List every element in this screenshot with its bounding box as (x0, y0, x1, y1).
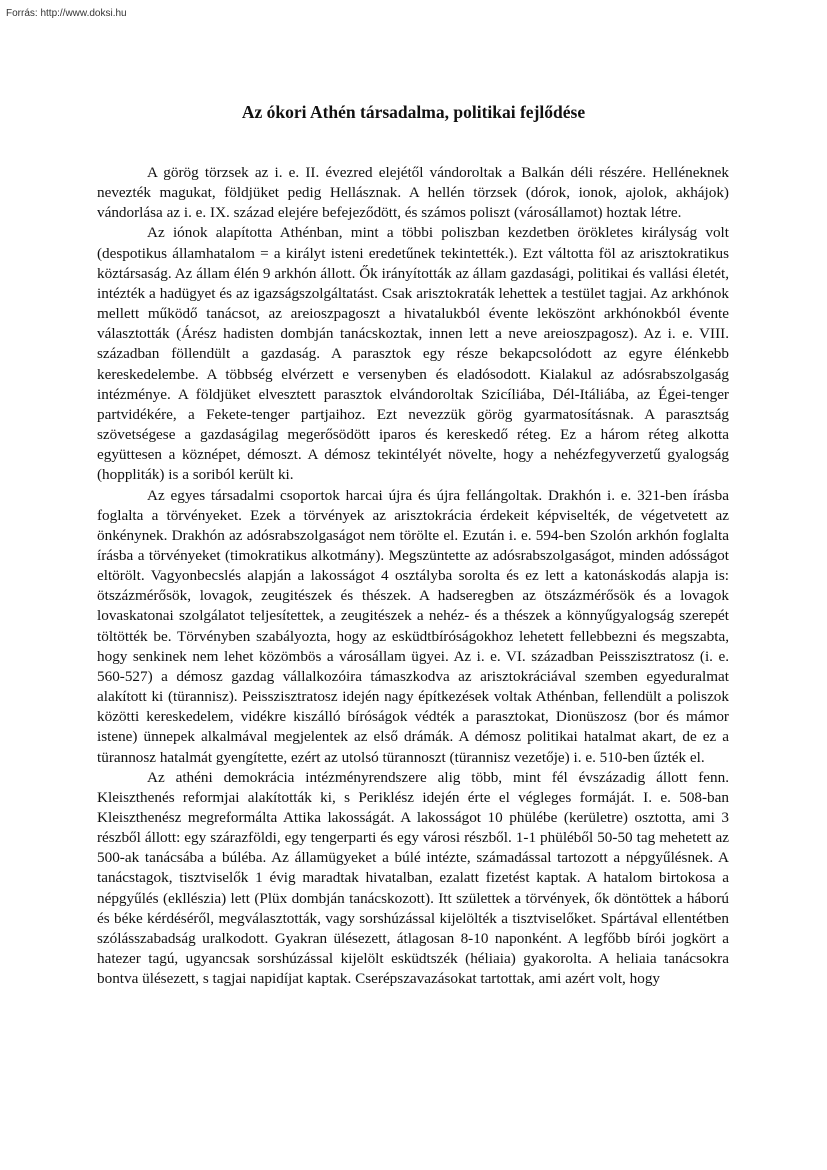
source-label: Forrás: http://www.doksi.hu (6, 8, 127, 19)
page-title: Az ókori Athén társadalma, politikai fejlődése (241, 102, 586, 122)
paragraph-intro: A görög törzsek az i. e. II. évezred elejétől vándoroltak a Balkán déli részére. Helléneknek nevezték magukat, földjüket pedig Hellásznak. A hellén törzsek (dórok, ionok, ajolok, akhájok) vándorlása az i. e. IX. század elejére befejeződött, és számos poliszt (városállamot) hoztak létre. (97, 164, 729, 222)
paragraph-democracy: Az athéni demokrácia intézményrendszere alig több, mint fél évszázadig állott fenn. Kleiszthenés reformjai alakították ki, s Periklész idején érte el végleges formáját. I. e. 508-ban Kleiszthenész megreformálta Attika lakosságát. A lakosságot 10 phülébe (kerületre) osztotta, ami 3 részből állott: egy szárazföldi, egy tengerparti és egy városi részből. 1-1 phüléből 50-50 tag mehetett az 500-ak tanácsába a búléba. Az államügyeket a búlé intézte, számadással tartozott a népgyűlésnek. A tanácstagok, tisztviselők 1 évig maradtak hivatalban, ezalatt fizetést kaptak. A hatalom birtokosa a népgyűlés (ekllészia) lett (Plüx dombján tanácskozott). Itt születtek a törvények, ők döntöttek a háború és béke kérdéséről, megválasztották, vagy sorshúzással kijelölték a tisztviselőket. Spártával ellentétben szólásszabadság uralkodott. Gyakran ülésezett, átlagosan 8-10 naponként. A legfőbb bírói jogkört a hatezer tagú, ugyancsak sorshúzással kijelölt esküdtszék (héliaia) gyakorolta. A heliaia tanácsokra bontva ülésezett, s tagjai napidíjat kaptak. Cserépszavazásokat tartottak, ami azért volt, hogy (97, 768, 729, 988)
paragraph-aristocracy: Az iónok alapította Athénban, mint a többi poliszban kezdetben örökletes királyság volt (despotikus államhatalom = a királyt isteni eredetűnek tekintették.). Ezt váltotta föl az arisztokratikus köztársaság. Az állam élén 9 arkhón állott. Ők irányították az állam gazdasági, politikai és vallási életét, intézték a hadügyet és az igazságszolgáltatást. Csak arisztokraták lehettek a testület tagjai. Az arkhónok mellett működő tanácsot, az areioszpagoszt a hivatalukból évente leköszönt arkhónokból évente választották (Árész hadisten dombján tanácskoztak, innen lett a neve areioszpagosz). Az i. e. VIII. században föllendült a gazdaság. A parasztok egy része bekapcsolódott az egyre élénkebb kereskedelembe. A többség elvérzett e versenyben és eladósodott. Kialakul az adósrabszolgaság intézménye. A földjüket elvesztett parasztok elvándoroltak Szicíliába, Dél-Itáliába, az Égei-tenger partvidékére, a Fekete-tenger partjaihoz. Ezt nevezzük görög gyarmatosításnak. A parasztság szövetségese a gazdaságilag megerősödött iparos és kereskedő réteg. Ez a három réteg alkotta együttesen a köznépet, démoszt. A démosz tekintélyét növelte, hogy a nehézfegyverzetű gyalogság (hoppliták) is a soriból került ki. (97, 224, 729, 484)
document-body (97, 163, 729, 989)
paragraph-reforms: Az egyes társadalmi csoportok harcai újra és újra fellángoltak. Drakhón i. e. 321-ben írásba foglalta a törvényeket. Ezek a törvények az arisztokrácia érdekeit képviselték, de végetvetett az önkénynek. Drakhón az adósrabszolgaságot nem törölte el. Ezután i. e. 594-ben Szolón arkhón foglalta írásba a törvényeket (timokratikus alkotmány). Megszüntette az adósrabszolgaságot, minden adósságot eltörölt. Vagyonbecslés alapján a lakosságot 4 osztályba sorolta és ez lett a katonáskodás alapja is: ötszázmérősök, lovagok, zeugitészek és thészek. A hadseregben az ötszázmérősök és a lovagok lovaskatonai szolgálatot teljesítettek, a zeugitészek a nehéz- és a thészek a könnyűgyalogság szerepét töltötték be. Törvényben szabályozta, hogy az esküdtbíróságokhoz lehetett fellebbezni és megszabta, hogy senkinek nem lehet közömbös a városállam ügyei. Az i. e. VI. században Peisszisztratosz (i. e. 560-527) a démosz gazdag vállalkozóira támaszkodva az arisztokráciával szemben egyeduralmat alakított ki (türannisz). Peisszisztratosz idején nagy építkezések voltak Athénban, fellendült a poliszok közötti kereskedelem, vidékre kiszálló bíróságok védték a parasztokat, Dionüszosz (bor és mámor istene) ünnepek alkalmával megjelentek az első drámák. A démosz politikai hatalmat akart, de ez a türannosz hatalmát gyengítette, ezért az utolsó türannoszt (türannisz vezetője) i. e. 510-ben űzték el. (97, 486, 729, 766)
